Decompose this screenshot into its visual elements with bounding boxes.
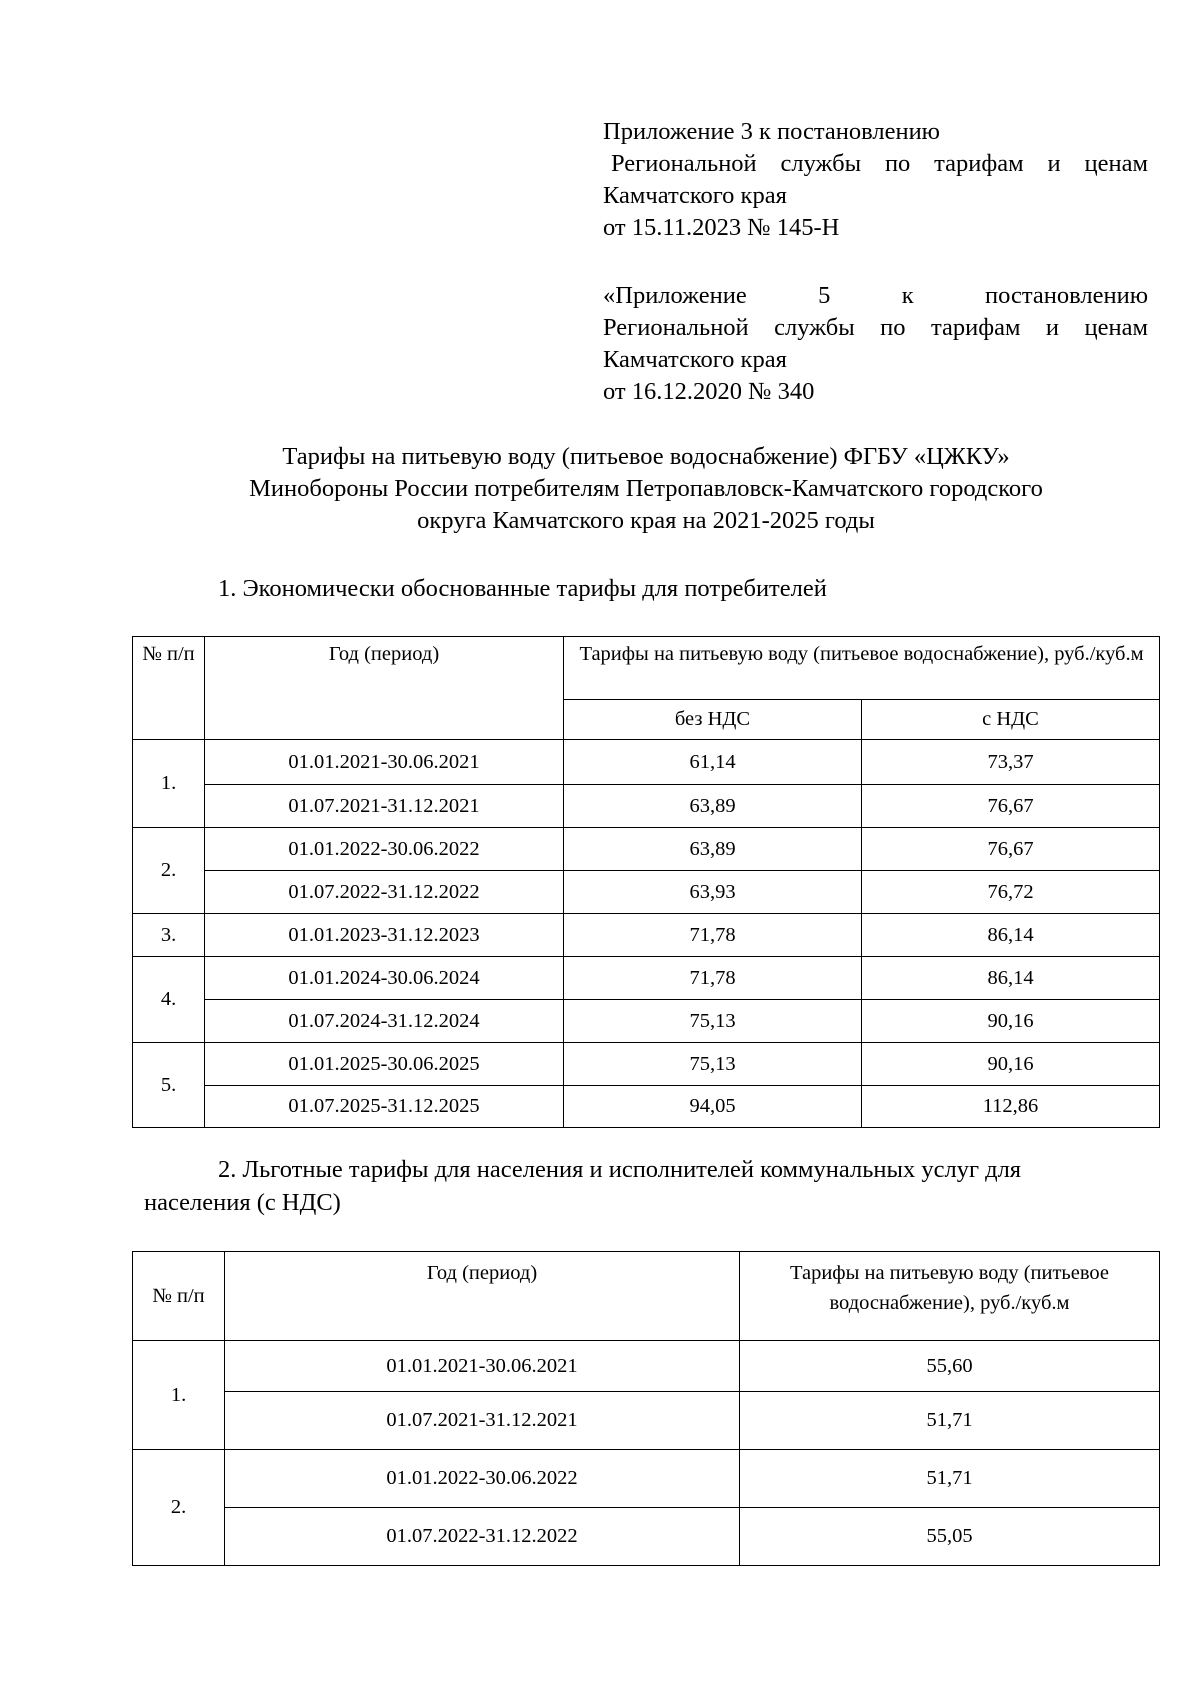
header-num: № п/п (133, 637, 205, 740)
no-vat-cell: 75,13 (564, 1043, 862, 1086)
vat-cell: 55,60 (740, 1341, 1160, 1392)
vat-cell: 86,14 (862, 914, 1160, 957)
section-2-heading-line-2: населения (с НДС) (144, 1189, 341, 1216)
vat-cell: 112,86 (862, 1086, 1160, 1128)
header-period: Год (период) (205, 637, 564, 740)
no-vat-cell: 94,05 (564, 1086, 862, 1128)
header-vat: с НДС (862, 700, 1160, 740)
header-num: № п/п (133, 1252, 225, 1341)
period-cell: 01.01.2022-30.06.2022 (225, 1450, 740, 1508)
period-cell: 01.07.2022-31.12.2022 (205, 871, 564, 914)
preferential-tariffs-table (132, 1251, 1160, 1566)
appendix-quoted-line-1: «Приложение 5 к постановлению (603, 282, 1148, 309)
header-period: Год (период) (225, 1252, 740, 1341)
period-cell: 01.07.2021-31.12.2021 (205, 785, 564, 828)
economic-tariffs-table (132, 636, 1160, 1128)
section-2-heading-line-1: 2. Льготные тарифы для населения и исполнителей коммунальных услуг для (218, 1156, 1022, 1183)
no-vat-cell: 63,89 (564, 828, 862, 871)
vat-cell: 86,14 (862, 957, 1160, 1000)
vat-cell: 76,67 (862, 785, 1160, 828)
no-vat-cell: 63,93 (564, 871, 862, 914)
row-num: 1. (133, 740, 205, 828)
title-line-2: Минобороны России потребителям Петропавловск-Камчатского городского (249, 475, 1043, 502)
period-cell: 01.07.2025-31.12.2025 (205, 1086, 564, 1128)
row-num: 3. (133, 914, 205, 957)
period-cell: 01.01.2024-30.06.2024 (205, 957, 564, 1000)
period-cell: 01.01.2025-30.06.2025 (205, 1043, 564, 1086)
no-vat-cell: 75,13 (564, 1000, 862, 1043)
header-tariff: Тарифы на питьевую воду (питьевое водоснабжение), руб./куб.м (740, 1252, 1160, 1341)
period-cell: 01.01.2021-30.06.2021 (205, 740, 564, 785)
appendix-quoted-line-3: Камчатского края (603, 346, 787, 373)
vat-cell: 55,05 (740, 1508, 1160, 1566)
appendix-line-4: от 15.11.2023 № 145-Н (603, 214, 840, 241)
no-vat-cell: 71,78 (564, 957, 862, 1000)
row-num: 2. (133, 828, 205, 914)
vat-cell: 90,16 (862, 1000, 1160, 1043)
no-vat-cell: 63,89 (564, 785, 862, 828)
vat-cell: 73,37 (862, 740, 1160, 785)
no-vat-cell: 61,14 (564, 740, 862, 785)
vat-cell: 90,16 (862, 1043, 1160, 1086)
title-line-1: Тарифы на питьевую воду (питьевое водоснабжение) ФГБУ «ЦЖКУ» (282, 443, 1010, 470)
appendix-line-3: Камчатского края (603, 182, 787, 209)
appendix-quoted-line-4: от 16.12.2020 № 340 (603, 378, 815, 405)
row-num: 4. (133, 957, 205, 1043)
row-num: 1. (133, 1341, 225, 1450)
period-cell: 01.01.2022-30.06.2022 (205, 828, 564, 871)
appendix-header (603, 116, 1148, 244)
appendix-line-2: Региональной службы по тарифам и ценам (611, 150, 1148, 177)
period-cell: 01.07.2021-31.12.2021 (225, 1392, 740, 1450)
vat-cell: 76,67 (862, 828, 1160, 871)
header-tariff: Тарифы на питьевую воду (питьевое водоснабжение), руб./куб.м (564, 637, 1160, 700)
section-1-heading: 1. Экономически обоснованные тарифы для потребителей (218, 575, 827, 602)
period-cell: 01.07.2022-31.12.2022 (225, 1508, 740, 1566)
vat-cell: 51,71 (740, 1392, 1160, 1450)
vat-cell: 76,72 (862, 871, 1160, 914)
period-cell: 01.07.2024-31.12.2024 (205, 1000, 564, 1043)
title-line-3: округа Камчатского края на 2021-2025 годы (417, 507, 875, 534)
no-vat-cell: 71,78 (564, 914, 862, 957)
header-no-vat: без НДС (564, 700, 862, 740)
appendix-quoted-header (603, 280, 1148, 408)
period-cell: 01.01.2021-30.06.2021 (225, 1341, 740, 1392)
row-num: 2. (133, 1450, 225, 1566)
row-num: 5. (133, 1043, 205, 1128)
document-title (130, 441, 1162, 537)
appendix-quoted-line-2: Региональной службы по тарифам и ценам (603, 314, 1148, 341)
period-cell: 01.01.2023-31.12.2023 (205, 914, 564, 957)
appendix-line-1: Приложение 3 к постановлению (603, 118, 940, 145)
vat-cell: 51,71 (740, 1450, 1160, 1508)
